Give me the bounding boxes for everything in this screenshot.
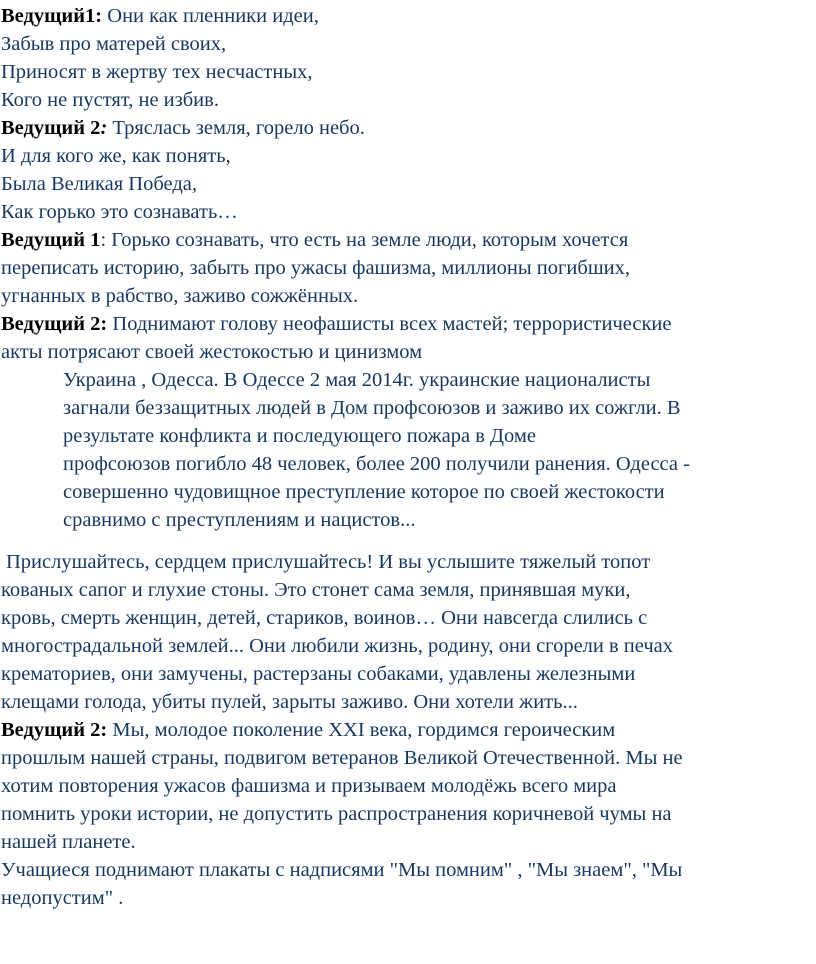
text-line: недопустим" . (1, 887, 124, 909)
text-line: сравнимо с преступлениям и нацистов... (63, 509, 416, 531)
text-fragment: Тряслась земля, горело небо. (107, 117, 365, 139)
text-line: Прислушайтесь, сердцем прислушайтесь! И вы услышите тяжелый топот (6, 551, 651, 573)
text-line: Забыв про матерей своих, (1, 33, 227, 55)
block-students-posters (0, 856, 816, 912)
text-line: кровь, смерть женщин, детей, стариков, воинов… Они навсегда слились с (1, 607, 648, 629)
block-listen (0, 548, 816, 716)
text-line: Учащиеся поднимают плакаты с надписями "Мы помним" , "Мы знаем", "Мы (1, 859, 683, 881)
text-line: клещами голода, убиты пулей, зарыты заживо. Они хотели жить... (1, 691, 578, 713)
text-line: помнить уроки истории, не допустить распространения коричневой чумы на (1, 803, 672, 825)
text-line: кованых сапог и глухие стоны. Это стонет сама земля, принявшая муки, (1, 579, 631, 601)
text-line (0, 310, 816, 338)
text-line (0, 114, 816, 142)
text-line (0, 2, 816, 30)
text-line: угнанных в рабство, заживо сожжённых. (1, 285, 359, 307)
text-line: результате конфликта и последующего пожара в Доме (63, 425, 536, 447)
text-line: акты потрясают своей жестокостью и цинизмом (1, 341, 423, 363)
text-line: Кого не пустят, не избив. (1, 89, 219, 111)
text-fragment: Они как пленники идеи, (102, 5, 319, 27)
text-line: Украина , Одесса. В Одессе 2 мая 2014г. украинские националисты (63, 369, 651, 391)
text-line: прошлым нашей страны, подвигом ветеранов Великой Отечественной. Мы не (1, 747, 683, 769)
text-fragment: : Горько сознавать, что есть на земле люди, которым хочется (100, 229, 629, 251)
text-line: Как горько это сознавать… (1, 201, 238, 223)
text-fragment: Поднимают голову неофашисты всех мастей; террористические (107, 313, 672, 335)
text-line (0, 716, 816, 744)
block-presenter2-prose (0, 310, 816, 366)
block-odessa-indented (0, 366, 816, 534)
text-line: загнали беззащитных людей в Дом профсоюзов и заживо их сожгли. В (63, 397, 681, 419)
speaker-label: Ведущий 2: (1, 313, 108, 335)
text-line: Была Великая Победа, (1, 173, 197, 195)
text-line: нашей планете. (1, 831, 136, 853)
speaker-label: Ведущий 2 (1, 117, 101, 139)
block-presenter2-generation (0, 716, 816, 856)
text-fragment: Мы, молодое поколение XXI века, гордимся героическим (107, 719, 616, 741)
text-line (0, 226, 816, 254)
speaker-label: Ведущий1: (1, 5, 103, 27)
text-line: крематориев, они замучены, растерзаны собаками, удавлены железными (1, 663, 636, 685)
text-line: хотим повторения ужасов фашизма и призываем молодёжь всего мира (1, 775, 617, 797)
block-presenter1-poem (0, 2, 816, 114)
text-line: многострадальной землей... Они любили жизнь, родину, они сгорели в печах (1, 635, 674, 657)
text-line: переписать историю, забыть про ужасы фашизма, миллионы погибших, (1, 257, 630, 279)
text-line: И для кого же, как понять, (1, 145, 231, 167)
speaker-label: Ведущий 2: (1, 719, 108, 741)
block-presenter1-prose (0, 226, 816, 310)
text-line: Приносят в жертву тех несчастных, (1, 61, 313, 83)
paragraph-gap (0, 534, 816, 548)
text-line: профсоюзов погибло 48 человек, более 200 получили ранения. Одесса - (63, 453, 690, 475)
block-presenter2-poem (0, 114, 816, 226)
speaker-label: Ведущий 1 (1, 229, 101, 251)
speaker-colon: : (100, 117, 108, 139)
text-line: совершенно чудовищное преступление которое по своей жестокости (63, 481, 665, 503)
